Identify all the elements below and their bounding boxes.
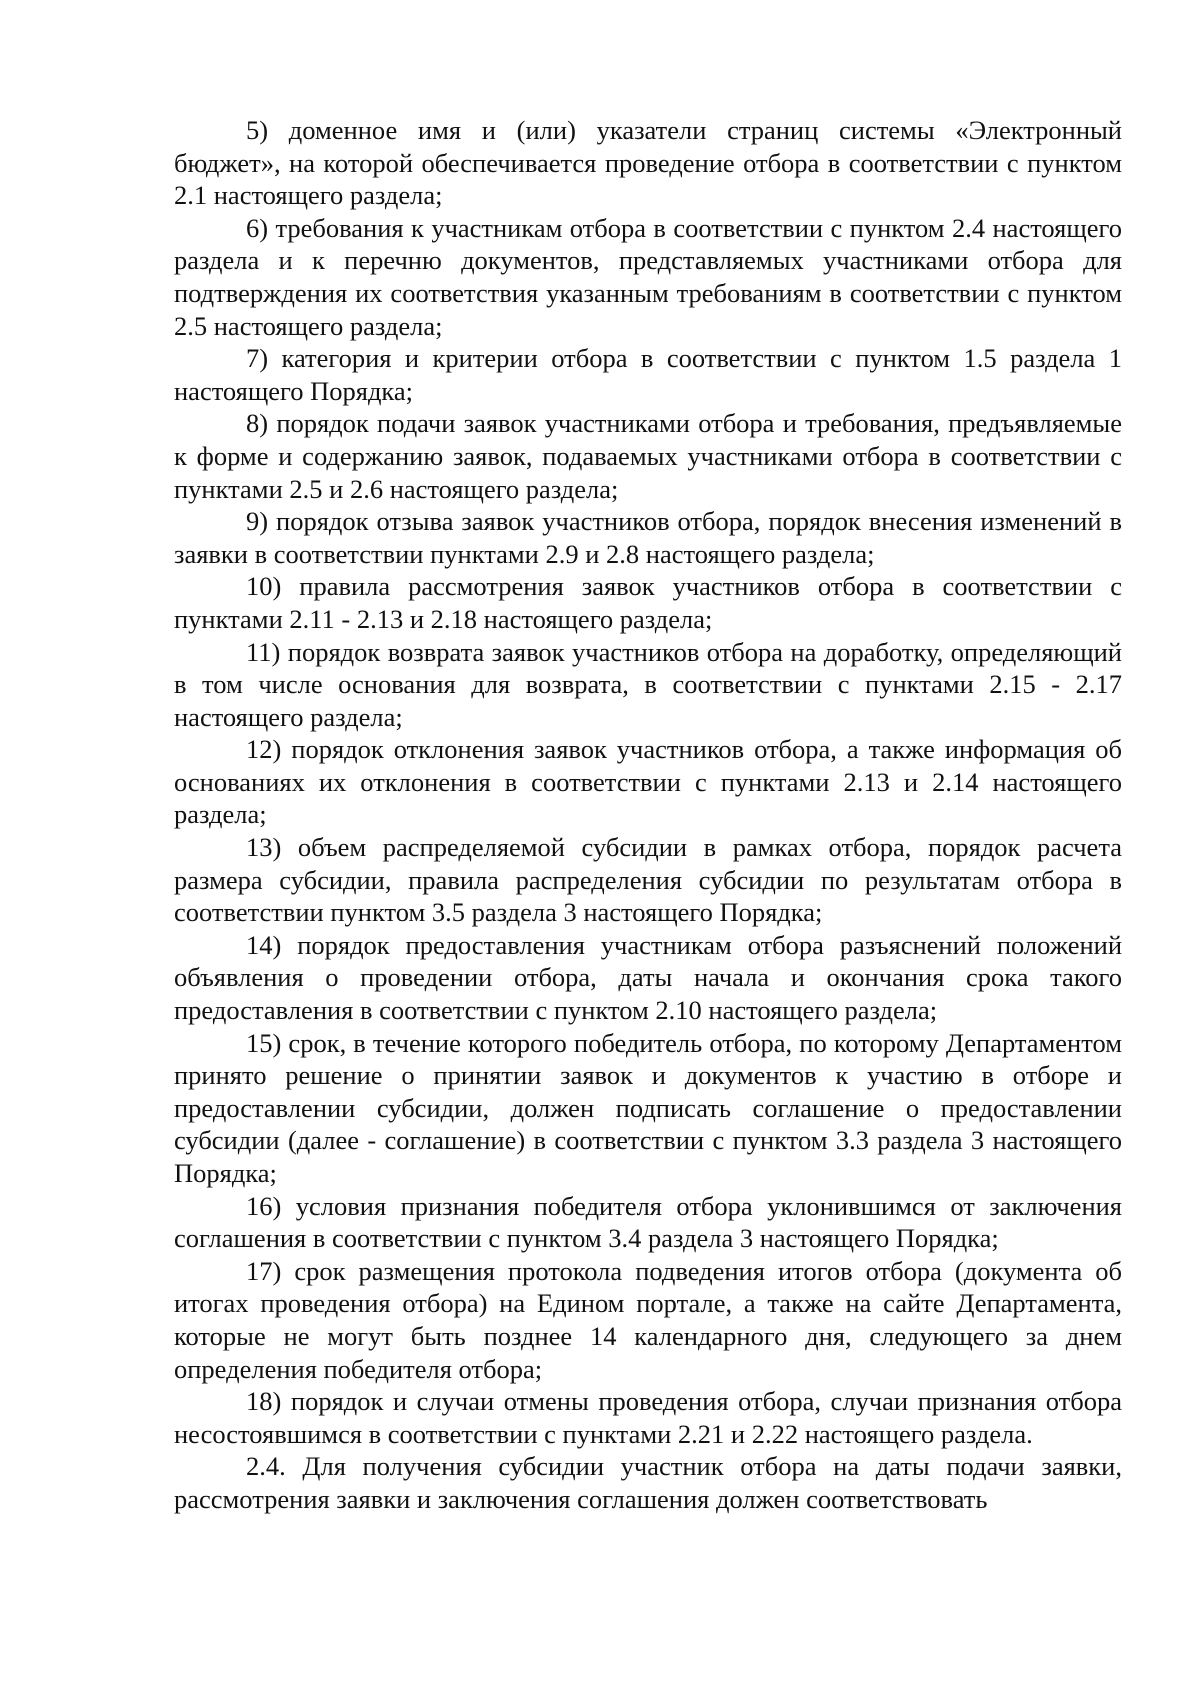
paragraph-section-2-4: 2.4. Для получения субсидии участник отбора на даты подачи заявки, рассмотрения заявки и заключения соглашения должен соответствовать xyxy=(174,1451,1122,1514)
paragraph-item-13: 13) объем распределяемой субсидии в рамках отбора, порядок расчета размера субсидии, правила распределения субсидии по результатам отбора в соответствии пунктом 3.5 раздела 3 настоящего Порядка; xyxy=(174,832,1122,928)
paragraph-item-14: 14) порядок предоставления участникам отбора разъяснений положений объявления о проведении отбора, даты начала и окончания срока такого предоставления в соответствии с пунктом 2.10 настоящего раздела; xyxy=(174,929,1122,1026)
paragraph-item-17: 17) срок размещения протокола подведения итогов отбора (документа об итогах проведения отбора) на Едином портале, а также на сайте Департамента, которые не могут быть позднее 14 календарного дня, следующего за днем определения победителя отбора; xyxy=(174,1255,1122,1384)
paragraph-item-12: 12) порядок отклонения заявок участников отбора, а также информация об основаниях их отклонения в соответствии с пунктами 2.13 и 2.14 настоящего раздела; xyxy=(174,734,1122,830)
paragraph-item-6: 6) требования к участникам отбора в соответствии с пунктом 2.4 настоящего раздела и к перечню документов, представляемых участниками отбора для подтверждения их соответствия указанным требованиям в соответствии с пунктом 2.5 настоящего раздела; xyxy=(174,212,1122,341)
paragraph-item-8: 8) порядок подачи заявок участниками отбора и требования, предъявляемые к форме и содержанию заявок, подаваемых участниками отбора в соответствии с пунктами 2.5 и 2.6 настоящего раздела; xyxy=(174,408,1122,504)
paragraph-item-10: 10) правила рассмотрения заявок участников отбора в соответствии с пунктами 2.11 - 2.13 и 2.18 настоящего раздела; xyxy=(174,571,1122,634)
paragraph-item-7: 7) категория и критерии отбора в соответствии с пунктом 1.5 раздела 1 настоящего Порядка; xyxy=(174,343,1122,406)
document-body xyxy=(174,114,1122,1516)
paragraph-item-16: 16) условия признания победителя отбора уклонившимся от заключения соглашения в соответствии с пунктом 3.4 раздела 3 настоящего Порядка; xyxy=(174,1190,1122,1254)
paragraph-item-11: 11) порядок возврата заявок участников отбора на доработку, определяющий в том числе основания для возврата, в соответствии с пунктами 2.15 - 2.17 настоящего раздела; xyxy=(174,636,1122,732)
paragraph-item-5: 5) доменное имя и (или) указатели страниц системы «Электронный бюджет», на которой обеспечивается проведение отбора в соответствии с пунктом 2.1 настоящего раздела; xyxy=(174,115,1122,211)
paragraph-item-15: 15) срок, в течение которого победитель отбора, по которому Департаментом принято решение о принятии заявок и документов к участию в отборе и предоставлении субсидии, должен подписать соглашение о предоставлении субсидии (далее - соглашение) в соответствии с пунктом 3.3 раздела 3 настоящего Порядка; xyxy=(174,1027,1122,1188)
paragraph-item-18: 18) порядок и случаи отмены проведения отбора, случаи признания отбора несостоявшимся в соответствии с пунктами 2.21 и 2.22 настоящего раздела. xyxy=(174,1386,1122,1449)
paragraph-item-9: 9) порядок отзыва заявок участников отбора, порядок внесения изменений в заявки в соответствии пунктами 2.9 и 2.8 настоящего раздела; xyxy=(174,506,1122,569)
